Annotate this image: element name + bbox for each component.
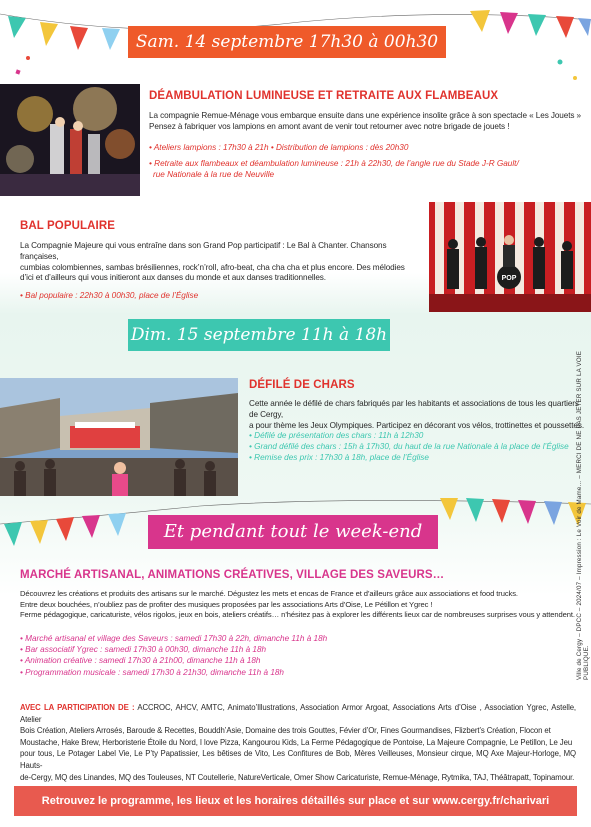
section-body-deambulation xyxy=(149,111,589,133)
body-line: d’ici et d’ailleurs qui vous initieront aux danses du monde et aux danses traditionnelles. xyxy=(20,273,326,283)
body-line: Découvrez les créations et produits des artisans sur le marché. Dégustez les mets et encas de France et d’ailleurs grâce aux associations et food trucks. xyxy=(20,589,518,598)
photo-bal-populaire xyxy=(429,202,591,312)
body-line: La compagnie Remue-Ménage vous embarque ensuite dans une expérience insolite grâce à son spectacle « Les Jouets » xyxy=(149,111,582,120)
section-title-bal: BAL POPULAIRE xyxy=(20,220,116,232)
footer-text: Retrouvez le programme, les lieux et les horaires détaillés sur place et sur www.cergy.fr/charivari xyxy=(41,795,550,807)
date-banner-sunday-text: Dim. 15 septembre 11h à 18h xyxy=(130,325,388,345)
bullet-item: • Remise des prix : 17h30 à 18h, place de l’Église xyxy=(249,452,584,463)
partners-line: pour tous, Le Potager Label Vie, Le P’ty Papatissier, Les bêtises de Vito, Les Confitures de Bob, Mères Veilleuses, Monsieur cirque, MQ Axe Majeur-Horloge, MQ Hauts- xyxy=(20,749,576,770)
drum-text: POP xyxy=(501,275,517,282)
bullets-marche xyxy=(20,633,575,678)
bullet-item: • Ateliers lampions : 17h30 à 21h • Distribution de lampions : dès 20h30 xyxy=(149,142,589,153)
weekend-banner xyxy=(148,515,438,549)
date-banner-sunday xyxy=(128,319,390,351)
bullet-item: • Défilé de présentation des chars : 11h à 12h30 xyxy=(249,430,584,441)
bullet-item: • Grand défilé des chars : 15h à 17h30, du haut de la rue Nationale à la place de l’Église xyxy=(249,441,584,452)
section-title-deambulation: DÉAMBULATION LUMINEUSE ET RETRAITE AUX FLAMBEAUX xyxy=(149,90,499,102)
partners-line: Moustache, Hake Brew, Herboristerie Étoile du Nord, I love Pizza, Kangourou Kids, La Ferme Pédagogique de Pontoise, La Majeure Compagnie, Le Petillon, Le Jeu xyxy=(20,737,573,747)
bullet-item: • Animation créative : samedi 17h30 à 21h00, dimanche 11h à 18h xyxy=(20,655,575,666)
section-title-marche: MARCHÉ ARTISANAL, ANIMATIONS CRÉATIVES, VILLAGE DES SAVEURS… xyxy=(20,569,445,581)
partners-text: ACCROC, AHCV, AMTC, Animato’Illustrations, Association Armor Argoat, Associations Arts d’Oise , Association Ygrec, Astelle, Atelier xyxy=(20,703,577,724)
footer-banner xyxy=(14,786,577,816)
bullets-bal xyxy=(20,290,198,301)
section-body-bal xyxy=(20,241,425,284)
bullet-item: • Marché artisanal et village des Saveurs : samedi 17h30 à 22h, dimanche 11h à 18h xyxy=(20,633,575,644)
body-line: Cette année le défilé de chars fabriqués par les habitants et associations de tous les quartiers de Cergy, xyxy=(249,399,579,419)
photo-deambulation xyxy=(0,84,140,196)
bullet-item: • Bar associatif Ygrec : samedi 17h30 à 00h30, dimanche 11h à 18h xyxy=(20,644,575,655)
bullet-item: • Programmation musicale : samedi 17h30 à 21h30, dimanche 11h à 18h xyxy=(20,667,575,678)
partners-line: Bois Création, Ateliers Arrosés, Baroude & Recettes, Bouddh’Asie, Domaine des trois Gouttes, Févier d’Or, Fines Gourmandises, Flizbert’s Création, Flocon et xyxy=(20,726,551,736)
section-body-defile xyxy=(249,399,584,431)
body-line: Ferme pédagogique, caricaturiste, vélos rigolos, jeux en bois, ateliers créatifs… n’hésitez pas à explorer les différents lieux car de nombreuses surprises vous y attendent. xyxy=(20,610,575,619)
body-line: Pensez à fabriquer vos lampions en amont avant de venir tout retourner avec notre brigade de jouets ! xyxy=(149,121,510,131)
side-credit: Ville de Cergy – DPCC – 2024/07 – Impression : Le Voir de Mame... – MERCI DE NE PAS JETER SUR LA VOIE PUBLIQUE. xyxy=(576,350,590,680)
partners-line xyxy=(20,702,576,725)
body-line: La Compagnie Majeure qui vous entraîne dans son Grand Pop participatif : Le Bal à Chanter. Chansons françaises, xyxy=(20,241,387,261)
section-title-defile: DÉFILÉ DE CHARS xyxy=(249,379,355,391)
bullet-item-continuation: rue Nationale à la rue de Neuville xyxy=(153,170,275,179)
partners-block xyxy=(20,702,576,783)
partners-label: AVEC LA PARTICIPATION DE : xyxy=(20,703,135,712)
date-banner-saturday-text: Sam. 14 septembre 17h30 à 00h30 xyxy=(135,32,439,52)
bullets-defile xyxy=(249,430,584,463)
partners-line: de-Cergy, MQ des Linandes, MQ des Touleuses, NT Coutellerie, NatureVerticale, Omer Show Caricaturiste, Remue-Ménage, Rytmika, TAJ, Théâtrapatt, Topinamour. xyxy=(20,772,575,782)
bullet-item: • Retraite aux flambeaux et déambulation lumineuse : 21h à 22h30, de l’angle rue du Stade J-R Gault/ xyxy=(149,158,589,169)
body-line: a pour thème les Jeux Olympiques. Participez en décorant vos vélos, trottinettes et poussettes. xyxy=(249,420,585,430)
bullet-item: • Bal populaire : 22h30 à 00h30, place de l’Église xyxy=(20,290,198,301)
body-line: cumbias colombiennes, sambas brésiliennes, rock’n’roll, afro-beat, cha cha cha et plus encore. Des mélodies xyxy=(20,262,405,272)
date-banner-saturday xyxy=(128,26,446,58)
section-body-marche xyxy=(20,589,575,621)
weekend-banner-text: Et pendant tout le week-end xyxy=(163,521,423,542)
bullets-deambulation xyxy=(149,142,589,180)
body-line: Entre deux bouchées, n’oubliez pas de profiter des musiques proposées par les associations Arts d’Oise, Le Pétillon et Ygrec ! xyxy=(20,599,433,609)
